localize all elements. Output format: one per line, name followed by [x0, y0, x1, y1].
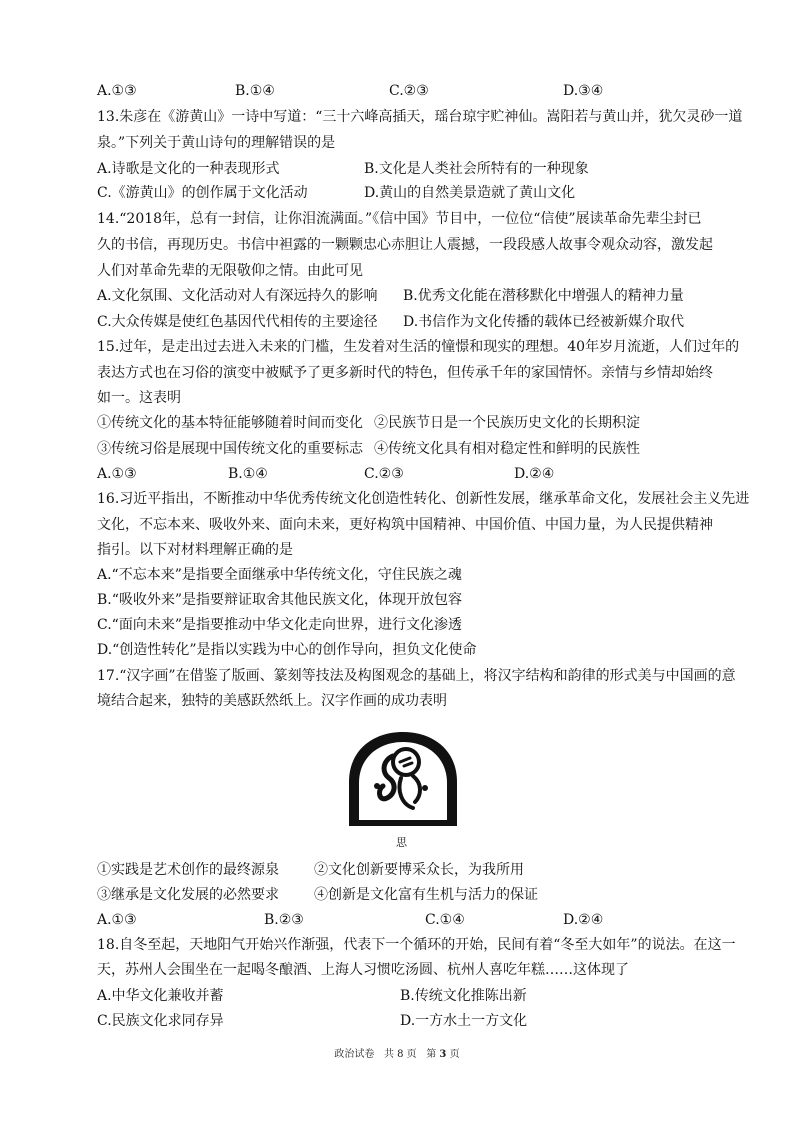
footer-page-suffix: 页 — [449, 1049, 460, 1060]
hanzi-painting-figure — [343, 728, 463, 828]
q13-option-d: D.黄山的自然美景造就了黄山文化 — [364, 185, 576, 201]
q16-option-a: A.“不忘本来”是指要全面继承中华传统文化，守住民族之魂 — [97, 567, 462, 583]
q14-stem-line-3: 人们对革命先辈的无限敬仰之情。由此可见 — [97, 263, 363, 279]
q18-stem-line-1: 18.自冬至起，天地阳气开始兴作渐强，代表下一个循环的开始，民间有着“冬至大如年”的说法。在这一 — [97, 937, 736, 953]
q14-stem-line-1: 14.“2018年，总有一封信，让你泪流满面。”《信中国》节目中，一位位“信使”展读革命先辈尘封已 — [97, 211, 702, 227]
q18-stem-line-2: 天，苏州人会围坐在一起喝冬酿酒、上海人习惯吃汤圆、杭州人喜吃年糕……这体现了 — [97, 962, 629, 978]
footer-total-pages: 共 8 页 — [383, 1049, 417, 1060]
q17-item-4: ④创新是文化富有生机与活力的保证 — [314, 887, 538, 903]
q17-option-d: D.②④ — [563, 912, 604, 928]
q15-stem-line-1: 15.过年，是走出过去进入未来的门槛，生发着对生活的憧憬和现实的理想。40年岁月流逝，人们过年的 — [97, 339, 740, 355]
figure-caption: 思 — [396, 836, 407, 849]
q15-item-2: ②民族节日是一个民族历史文化的长期积淀 — [374, 415, 640, 431]
q12-option-b: B.①④ — [235, 83, 275, 99]
q14-option-a: A.文化氛围、文化活动对人有深远持久的影响 — [97, 288, 378, 304]
q17-item-2: ②文化创新要博采众长，为我所用 — [314, 862, 524, 878]
q17-stem-line-2: 境结合起来，独特的美感跃然纸上。汉字作画的成功表明 — [97, 693, 447, 709]
q16-option-d: D.“创造性转化”是指以实践为中心的创作导向，担负文化使命 — [97, 642, 477, 658]
q14-option-c: C.大众传媒是使红色基因代代相传的主要途径 — [97, 314, 378, 330]
q12-option-d: D.③④ — [563, 83, 604, 99]
q18-option-c: C.民族文化求同存异 — [97, 1013, 224, 1029]
q12-option-c: C.②③ — [389, 83, 429, 99]
q15-item-1: ①传统文化的基本特征能够随着时间而变化 — [97, 415, 363, 431]
q17-item-3: ③继承是文化发展的必然要求 — [97, 887, 279, 903]
footer-subject: 政治试卷 — [334, 1049, 375, 1060]
q13-stem-line-1: 13.朱彦在《游黄山》一诗中写道：“三十六峰高插天，瑶台琼宇贮神仙。嵩阳若与黄山并，犹欠灵砂一道 — [97, 109, 743, 125]
q15-item-4: ④传统文化具有相对稳定性和鲜明的民族性 — [374, 441, 640, 457]
q16-stem-line-1: 16.习近平指出，不断推动中华优秀传统文化创造性转化、创新性发展，继承革命文化，发展社会主义先进 — [97, 491, 750, 507]
q16-stem-line-3: 指引。以下对材料理解正确的是 — [97, 542, 293, 558]
q13-option-a: A.诗歌是文化的一种表现形式 — [97, 161, 280, 177]
q15-option-c: C.②③ — [364, 466, 404, 482]
footer-page-prefix: 第 — [426, 1049, 437, 1060]
q17-option-c: C.①④ — [425, 912, 465, 928]
q14-option-b: B.优秀文化能在潜移默化中增强人的精神力量 — [403, 288, 684, 304]
q16-option-b: B.“吸收外来”是指要辩证取舍其他民族文化，体现开放包容 — [97, 592, 463, 608]
q13-option-b: B.文化是人类社会所特有的一种现象 — [364, 161, 589, 177]
q15-option-a: A.①③ — [97, 466, 137, 482]
page-footer — [0, 1045, 794, 1060]
q15-stem-line-2: 表达方式也在习俗的演变中被赋予了更多新时代的特色，但传承千年的家国情怀。亲情与乡情却始终 — [97, 365, 713, 381]
q18-option-d: D.一方水土一方文化 — [400, 1013, 528, 1029]
q17-option-a: A.①③ — [97, 912, 137, 928]
q13-stem-line-2: 泉。”下列关于黄山诗句的理解错误的是 — [97, 135, 336, 151]
footer-page-number: 3 — [439, 1049, 447, 1060]
q16-stem-line-2: 文化，不忘本来、吸收外来、面向未来，更好构筑中国精神、中国价值、中国力量，为人民提供精神 — [97, 517, 713, 533]
q15-stem-line-3: 如一。这表明 — [97, 390, 181, 406]
q15-option-b: B.①④ — [228, 466, 268, 482]
q17-option-b: B.②③ — [264, 912, 304, 928]
q18-option-b: B.传统文化推陈出新 — [400, 988, 527, 1004]
q12-option-a: A.①③ — [97, 83, 137, 99]
q16-option-c: C.“面向未来”是指要推动中华文化走向世界，进行文化渗透 — [97, 617, 462, 633]
hanzi-painting-illustration — [343, 728, 463, 828]
q14-option-d: D.书信作为文化传播的载体已经被新媒介取代 — [403, 314, 685, 330]
q17-stem-line-1: 17.“汉字画”在借鉴了版画、篆刻等技法及构图观念的基础上，将汉字结构和韵律的形式美与中国画的意 — [97, 668, 736, 684]
q15-item-3: ③传统习俗是展现中国传统文化的重要标志 — [97, 441, 363, 457]
q15-option-d: D.②④ — [514, 466, 555, 482]
q14-stem-line-2: 久的书信，再现历史。书信中袒露的一颗颗忠心赤胆让人震撼，一段段感人故事令观众动容，激发起 — [97, 237, 713, 253]
q18-option-a: A.中华文化兼收并蓄 — [97, 988, 224, 1004]
q13-option-c: C.《游黄山》的创作属于文化活动 — [97, 185, 308, 201]
q17-item-1: ①实践是艺术创作的最终源泉 — [97, 862, 279, 878]
